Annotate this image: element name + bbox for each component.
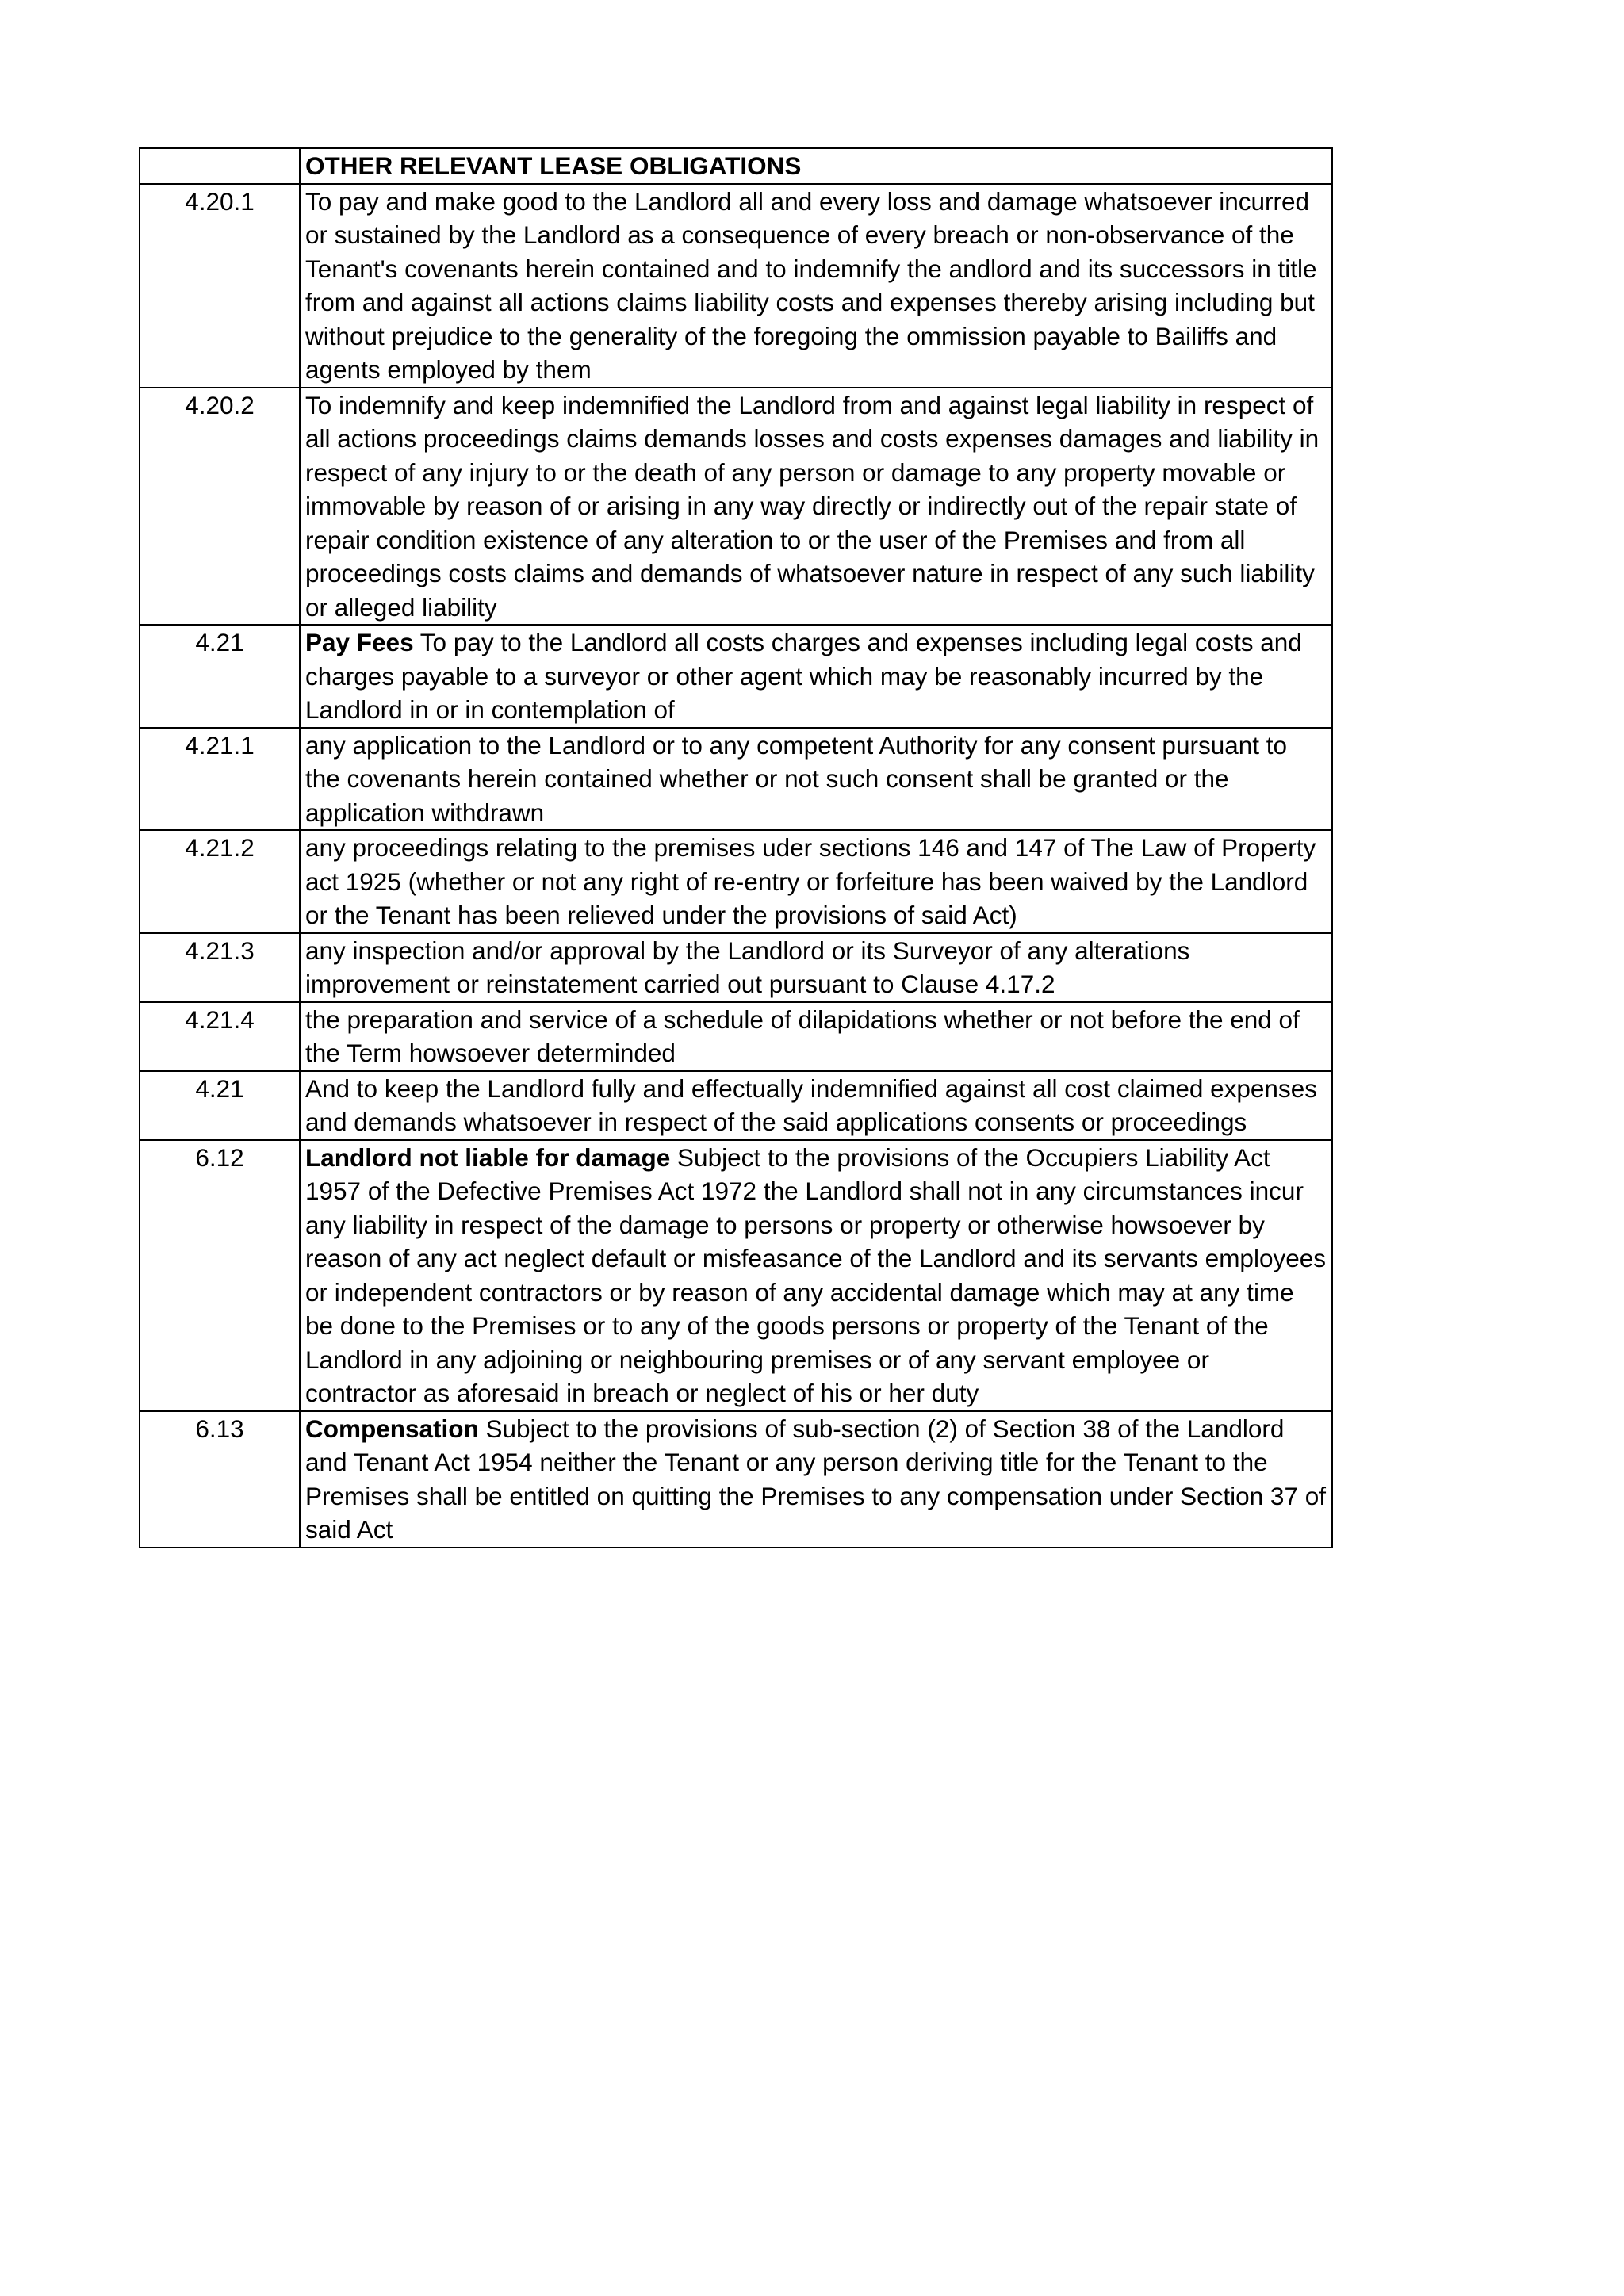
clause-heading: Compensation: [305, 1414, 479, 1443]
clause-number: 6.12: [140, 1140, 300, 1411]
clause-number: 4.20.2: [140, 388, 300, 626]
clause-text-cell: [300, 388, 1332, 626]
clause-text: Subject to the provisions of sub-section (2) of Section 38 of the Landlord and Tenant Act 1954 neither the Tenant or any person deriving title for the Tenant to the Premises shall be entitled on quitting the Premises to any compensation under Section 37 of said Act: [305, 1414, 1326, 1544]
clause-text: Subject to the provisions of the Occupiers Liability Act 1957 of the Defective Premises Act 1972 the Landlord shall not in any circumstances incur any liability in respect of the damage to persons or property or otherwise howsoever by reason of any act neglect default or misfeasance of the Landlord and its servants employees or independent contractors or by reason of any accidental damage which may at any time be done to the Premises or to any of the goods persons or property of the Tenant of the Landlord in any adjoining or neighbouring premises or of any servant employee or contractor as aforesaid in breach or neglect of his or her duty: [305, 1142, 1327, 1407]
clause-number: 4.21: [140, 1071, 300, 1140]
clause-text-cell: [300, 728, 1332, 831]
clause-text-cell: [300, 1140, 1332, 1411]
table-row: [140, 1411, 1332, 1548]
clause-number: 4.21.4: [140, 1002, 300, 1071]
clause-text: To pay and make good to the Landlord all and every loss and damage whatsoever incurred or sustained by the Landlord as a consequence of every breach or non-observance of the Tenant's covenants herein contained and to indemnify the andlord and its successors in title from and against all actions claims liability costs and expenses thereby arising including but without prejudice to the generality of the foregoing the ommission payable to Bailiffs and agents employed by them: [305, 186, 1317, 384]
clause-text: To indemnify and keep indemnified the Landlord from and against legal liability in respect of all actions proceedings claims demands losses and costs expenses damages and liability in respect of any injury to or the death of any person or damage to any property movable or immovable by reason of or arising in any way directly or indirectly out of the repair state of repair condition existence of any alteration to or the user of the Premises and from all proceedings costs claims and demands of whatsoever nature in respect of any such liability or alleged liability: [305, 390, 1320, 622]
table-header-row: [140, 148, 1332, 184]
clause-text: And to keep the Landlord fully and effectually indemnified against all cost claimed expenses and demands whatsoever in respect of the said applications consents or proceedings: [305, 1073, 1317, 1136]
clause-number: 4.21.3: [140, 933, 300, 1002]
clause-text: any application to the Landlord or to any competent Authority for any consent pursuant to the covenants herein contained whether or not such consent shall be granted or the application withdrawn: [305, 730, 1288, 827]
clause-heading: Landlord not liable for damage: [305, 1142, 671, 1172]
clause-text: the preparation and service of a schedule of dilapidations whether or not before the end of the Term howsoever determinded: [305, 1004, 1300, 1067]
header-number-cell: [140, 148, 300, 184]
clause-number: 4.20.1: [140, 184, 300, 388]
table-row: [140, 1002, 1332, 1071]
clause-text-cell: [300, 1002, 1332, 1071]
table-row: [140, 728, 1332, 831]
clause-number: 4.21.2: [140, 830, 300, 933]
clause-number: 6.13: [140, 1411, 300, 1548]
clause-text: any proceedings relating to the premises uder sections 146 and 147 of The Law of Property act 1925 (whether or not any right of re-entry or forfeiture has been waived by the Landlord or the Tenant has been relieved under the provisions of said Act): [305, 833, 1316, 929]
clause-text-cell: [300, 184, 1332, 388]
clause-text-cell: [300, 830, 1332, 933]
clause-number: 4.21.1: [140, 728, 300, 831]
clause-text-cell: [300, 933, 1332, 1002]
table-row: [140, 388, 1332, 626]
table-title: OTHER RELEVANT LEASE OBLIGATIONS: [300, 148, 1332, 184]
clause-text: To pay to the Landlord all costs charges and expenses including legal costs and charges payable to a surveyor or other agent which may be reasonably incurred by the Landlord in or in contemplation of: [305, 628, 1302, 724]
table-row: [140, 184, 1332, 388]
lease-obligations-table: [139, 147, 1333, 1548]
clause-text: any inspection and/or approval by the Landlord or its Surveyor of any alterations improvement or reinstatement carried out pursuant to Clause 4.17.2: [305, 936, 1190, 998]
table-row: [140, 1140, 1332, 1411]
clause-number: 4.21: [140, 625, 300, 728]
clause-text-cell: [300, 625, 1332, 728]
clause-text-cell: [300, 1071, 1332, 1140]
table-row: [140, 830, 1332, 933]
table-row: [140, 1071, 1332, 1140]
clause-heading: Pay Fees: [305, 628, 414, 656]
table-row: [140, 933, 1332, 1002]
clause-text-cell: [300, 1411, 1332, 1548]
table-row: [140, 625, 1332, 728]
